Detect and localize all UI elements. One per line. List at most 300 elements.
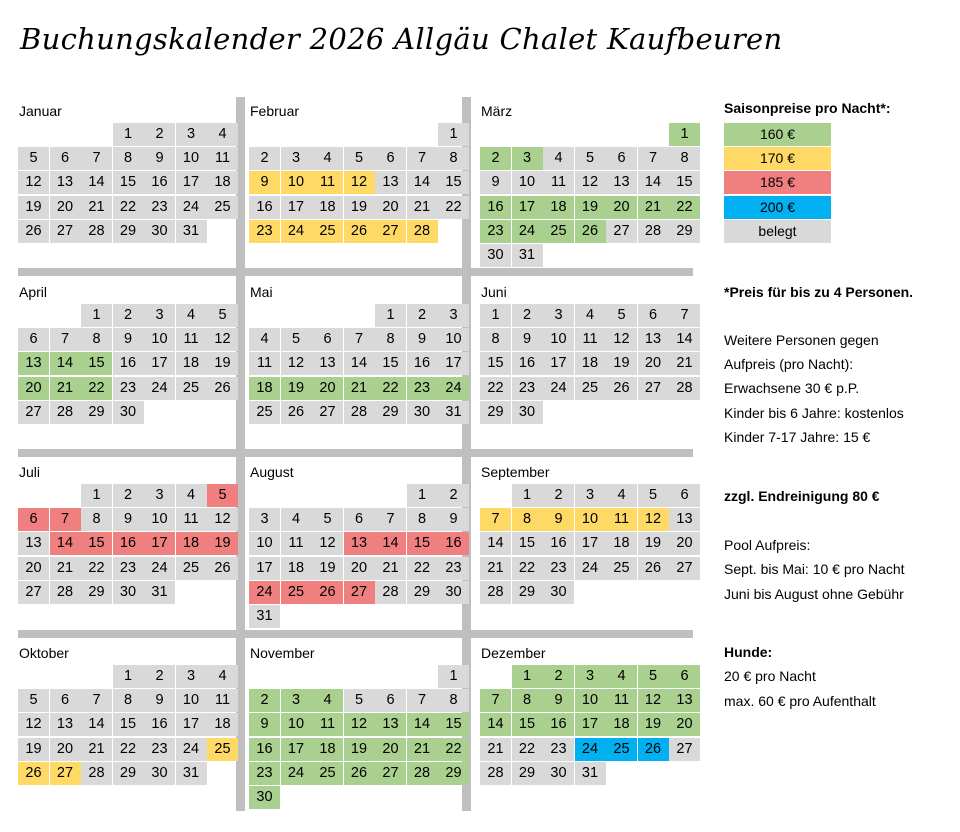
day-cell: 21 <box>50 377 81 400</box>
day-cell: 11 <box>249 352 280 375</box>
price-note: *Preis für bis zu 4 Personen. <box>724 284 914 300</box>
day-cell: 25 <box>312 762 343 785</box>
day-cell: 15 <box>438 171 469 194</box>
day-cell: 8 <box>512 508 543 531</box>
day-cell: 16 <box>249 738 280 761</box>
day-cell: 6 <box>669 484 700 507</box>
day-cell: 7 <box>480 689 511 712</box>
day-cell: 17 <box>575 532 606 555</box>
day-cell: 4 <box>176 304 207 327</box>
month-name: November <box>250 645 315 661</box>
day-cell: 9 <box>480 171 511 194</box>
day-cell: 21 <box>407 738 438 761</box>
day-cell: 16 <box>144 713 175 736</box>
dogs-line: 20 € pro Nacht <box>724 668 816 684</box>
day-cell: 12 <box>18 171 49 194</box>
day-cell: 30 <box>543 581 574 604</box>
day-cell: 16 <box>144 171 175 194</box>
day-cell: 22 <box>113 196 144 219</box>
day-cell: 26 <box>575 220 606 243</box>
day-cell: 25 <box>249 401 280 424</box>
day-cell: 15 <box>113 713 144 736</box>
day-cell: 13 <box>669 508 700 531</box>
day-cell: 8 <box>669 147 700 170</box>
day-cell: 20 <box>312 377 343 400</box>
day-cell: 25 <box>207 738 238 761</box>
day-cell: 23 <box>543 738 574 761</box>
day-cell: 7 <box>344 328 375 351</box>
day-cell: 15 <box>407 532 438 555</box>
cleaning-fee: zzgl. Endreinigung 80 € <box>724 488 880 504</box>
day-cell: 7 <box>480 508 511 531</box>
day-cell: 26 <box>606 377 637 400</box>
day-cell: 17 <box>438 352 469 375</box>
day-cell: 12 <box>638 689 669 712</box>
month-name: Juni <box>481 284 507 300</box>
day-cell: 21 <box>480 738 511 761</box>
day-cell: 24 <box>281 762 312 785</box>
day-cell: 14 <box>81 171 112 194</box>
day-cell: 31 <box>176 762 207 785</box>
day-cell: 22 <box>438 738 469 761</box>
row-separator <box>18 449 693 457</box>
day-cell: 5 <box>638 484 669 507</box>
row-separator <box>18 630 693 638</box>
day-cell: 5 <box>312 508 343 531</box>
day-cell: 17 <box>512 196 543 219</box>
day-cell: 27 <box>375 762 406 785</box>
day-cell: 31 <box>176 220 207 243</box>
legend-item-200: 200 € <box>724 196 831 219</box>
day-cell: 25 <box>176 377 207 400</box>
day-cell: 15 <box>81 352 112 375</box>
day-cell: 17 <box>176 713 207 736</box>
day-cell: 19 <box>344 196 375 219</box>
day-cell: 4 <box>312 147 343 170</box>
day-cell: 2 <box>438 484 469 507</box>
day-cell: 28 <box>50 581 81 604</box>
day-cell: 16 <box>512 352 543 375</box>
extra-persons-line: Erwachsene 30 € p.P. <box>724 380 860 396</box>
day-cell: 11 <box>312 713 343 736</box>
day-cell: 2 <box>249 147 280 170</box>
month-name: August <box>250 464 294 480</box>
day-cell: 20 <box>18 557 49 580</box>
day-cell: 1 <box>81 304 112 327</box>
day-cell: 23 <box>113 557 144 580</box>
day-cell: 19 <box>18 738 49 761</box>
day-cell: 3 <box>543 304 574 327</box>
day-cell: 11 <box>575 328 606 351</box>
day-cell: 12 <box>638 508 669 531</box>
day-cell: 3 <box>281 147 312 170</box>
day-cell: 26 <box>638 557 669 580</box>
day-cell: 14 <box>638 171 669 194</box>
day-cell: 8 <box>113 147 144 170</box>
day-cell: 30 <box>407 401 438 424</box>
day-cell: 11 <box>312 171 343 194</box>
day-cell: 30 <box>249 786 280 809</box>
day-cell: 16 <box>543 532 574 555</box>
day-cell: 16 <box>113 352 144 375</box>
day-cell: 20 <box>638 352 669 375</box>
day-cell: 14 <box>50 532 81 555</box>
day-cell: 22 <box>113 738 144 761</box>
day-cell: 11 <box>176 508 207 531</box>
day-cell: 19 <box>281 377 312 400</box>
dogs-line: max. 60 € pro Aufenthalt <box>724 693 876 709</box>
day-cell: 6 <box>50 689 81 712</box>
day-cell: 5 <box>18 689 49 712</box>
day-cell: 10 <box>144 508 175 531</box>
day-cell: 5 <box>344 689 375 712</box>
day-cell: 11 <box>606 508 637 531</box>
day-cell: 27 <box>669 738 700 761</box>
day-cell: 29 <box>480 401 511 424</box>
day-cell: 6 <box>18 508 49 531</box>
day-cell: 8 <box>81 328 112 351</box>
day-cell: 2 <box>113 304 144 327</box>
day-cell: 20 <box>18 377 49 400</box>
day-cell: 25 <box>543 220 574 243</box>
day-cell: 13 <box>375 171 406 194</box>
day-cell: 1 <box>81 484 112 507</box>
day-cell: 24 <box>249 581 280 604</box>
day-cell: 26 <box>344 220 375 243</box>
day-cell: 15 <box>81 532 112 555</box>
pool-line: Sept. bis Mai: 10 € pro Nacht <box>724 561 905 577</box>
day-cell: 8 <box>113 689 144 712</box>
day-cell: 13 <box>50 171 81 194</box>
extra-persons-line: Weitere Personen gegen <box>724 332 879 348</box>
day-cell: 27 <box>18 401 49 424</box>
day-cell: 14 <box>669 328 700 351</box>
day-cell: 18 <box>207 713 238 736</box>
day-cell: 30 <box>480 244 511 267</box>
day-cell: 3 <box>144 304 175 327</box>
day-cell: 20 <box>669 713 700 736</box>
day-cell: 22 <box>438 196 469 219</box>
day-cell: 24 <box>281 220 312 243</box>
day-cell: 26 <box>638 738 669 761</box>
extra-persons-line: Kinder 7-17 Jahre: 15 € <box>724 429 871 445</box>
day-cell: 18 <box>606 532 637 555</box>
day-cell: 21 <box>407 196 438 219</box>
month-name: September <box>481 464 550 480</box>
day-cell: 14 <box>50 352 81 375</box>
extra-persons-line: Aufpreis (pro Nacht): <box>724 356 854 372</box>
day-cell: 14 <box>407 171 438 194</box>
day-cell: 24 <box>543 377 574 400</box>
day-cell: 17 <box>144 352 175 375</box>
day-cell: 22 <box>512 738 543 761</box>
day-cell: 9 <box>144 689 175 712</box>
day-cell: 30 <box>144 220 175 243</box>
day-cell: 28 <box>344 401 375 424</box>
day-cell: 9 <box>543 508 574 531</box>
day-cell: 8 <box>375 328 406 351</box>
day-cell: 6 <box>18 328 49 351</box>
day-cell: 18 <box>176 352 207 375</box>
day-cell: 1 <box>407 484 438 507</box>
month-name: März <box>481 103 513 119</box>
day-cell: 20 <box>50 738 81 761</box>
day-cell: 15 <box>512 713 543 736</box>
day-cell: 12 <box>312 532 343 555</box>
day-cell: 6 <box>344 508 375 531</box>
day-cell: 1 <box>375 304 406 327</box>
day-cell: 11 <box>207 147 238 170</box>
day-cell: 12 <box>18 713 49 736</box>
day-cell: 1 <box>438 665 469 688</box>
day-cell: 21 <box>375 557 406 580</box>
day-cell: 13 <box>375 713 406 736</box>
day-cell: 6 <box>375 147 406 170</box>
day-cell: 13 <box>18 352 49 375</box>
day-cell: 27 <box>18 581 49 604</box>
day-cell: 1 <box>669 123 700 146</box>
day-cell: 13 <box>344 532 375 555</box>
day-cell: 7 <box>50 508 81 531</box>
day-cell: 15 <box>113 171 144 194</box>
day-cell: 29 <box>512 581 543 604</box>
day-cell: 1 <box>113 123 144 146</box>
day-cell: 6 <box>638 304 669 327</box>
day-cell: 29 <box>669 220 700 243</box>
day-cell: 10 <box>176 147 207 170</box>
day-cell: 19 <box>606 352 637 375</box>
day-cell: 5 <box>344 147 375 170</box>
day-cell: 3 <box>575 484 606 507</box>
day-cell: 30 <box>113 401 144 424</box>
day-cell: 30 <box>113 581 144 604</box>
day-cell: 29 <box>438 762 469 785</box>
day-cell: 7 <box>81 147 112 170</box>
row-separator <box>18 268 693 276</box>
day-cell: 21 <box>669 352 700 375</box>
day-cell: 7 <box>638 147 669 170</box>
day-cell: 28 <box>407 220 438 243</box>
day-cell: 4 <box>312 689 343 712</box>
day-cell: 9 <box>512 328 543 351</box>
day-cell: 21 <box>638 196 669 219</box>
day-cell: 18 <box>312 196 343 219</box>
day-cell: 10 <box>575 508 606 531</box>
day-cell: 17 <box>176 171 207 194</box>
day-cell: 2 <box>480 147 511 170</box>
day-cell: 18 <box>249 377 280 400</box>
day-cell: 18 <box>606 713 637 736</box>
day-cell: 6 <box>50 147 81 170</box>
day-cell: 23 <box>438 557 469 580</box>
day-cell: 12 <box>344 713 375 736</box>
day-cell: 9 <box>113 508 144 531</box>
day-cell: 25 <box>606 738 637 761</box>
day-cell: 7 <box>50 328 81 351</box>
day-cell: 30 <box>512 401 543 424</box>
day-cell: 8 <box>407 508 438 531</box>
day-cell: 21 <box>81 738 112 761</box>
day-cell: 17 <box>144 532 175 555</box>
day-cell: 24 <box>176 738 207 761</box>
day-cell: 23 <box>113 377 144 400</box>
day-cell: 9 <box>249 713 280 736</box>
day-cell: 27 <box>312 401 343 424</box>
day-cell: 21 <box>50 557 81 580</box>
day-cell: 30 <box>438 581 469 604</box>
day-cell: 28 <box>50 401 81 424</box>
day-cell: 7 <box>375 508 406 531</box>
day-cell: 18 <box>176 532 207 555</box>
day-cell: 22 <box>669 196 700 219</box>
day-cell: 4 <box>606 665 637 688</box>
day-cell: 6 <box>312 328 343 351</box>
day-cell: 8 <box>512 689 543 712</box>
legend-item-160: 160 € <box>724 123 831 146</box>
day-cell: 10 <box>176 689 207 712</box>
day-cell: 5 <box>281 328 312 351</box>
day-cell: 3 <box>176 123 207 146</box>
day-cell: 16 <box>249 196 280 219</box>
day-cell: 15 <box>375 352 406 375</box>
day-cell: 4 <box>249 328 280 351</box>
day-cell: 17 <box>575 713 606 736</box>
day-cell: 25 <box>606 557 637 580</box>
day-cell: 19 <box>207 532 238 555</box>
day-cell: 10 <box>249 532 280 555</box>
day-cell: 29 <box>81 401 112 424</box>
day-cell: 17 <box>543 352 574 375</box>
day-cell: 14 <box>344 352 375 375</box>
day-cell: 28 <box>375 581 406 604</box>
day-cell: 13 <box>312 352 343 375</box>
day-cell: 10 <box>281 713 312 736</box>
day-cell: 31 <box>575 762 606 785</box>
day-cell: 27 <box>375 220 406 243</box>
dogs-title: Hunde: <box>724 644 773 660</box>
day-cell: 19 <box>575 196 606 219</box>
day-cell: 6 <box>606 147 637 170</box>
day-cell: 10 <box>575 689 606 712</box>
day-cell: 21 <box>81 196 112 219</box>
day-cell: 27 <box>669 557 700 580</box>
day-cell: 9 <box>543 689 574 712</box>
day-cell: 15 <box>480 352 511 375</box>
day-cell: 23 <box>543 557 574 580</box>
day-cell: 1 <box>512 665 543 688</box>
day-cell: 4 <box>575 304 606 327</box>
day-cell: 2 <box>543 484 574 507</box>
day-cell: 16 <box>543 713 574 736</box>
day-cell: 27 <box>638 377 669 400</box>
day-cell: 14 <box>81 713 112 736</box>
day-cell: 6 <box>375 689 406 712</box>
day-cell: 26 <box>18 762 49 785</box>
day-cell: 26 <box>207 557 238 580</box>
pool-line: Juni bis August ohne Gebühr <box>724 586 904 602</box>
day-cell: 4 <box>606 484 637 507</box>
day-cell: 18 <box>312 738 343 761</box>
day-cell: 1 <box>512 484 543 507</box>
day-cell: 23 <box>144 196 175 219</box>
day-cell: 11 <box>281 532 312 555</box>
day-cell: 29 <box>512 762 543 785</box>
page-title: Buchungskalender 2026 Allgäu Chalet Kaufbeuren <box>20 22 783 56</box>
day-cell: 20 <box>344 557 375 580</box>
day-cell: 8 <box>438 689 469 712</box>
day-cell: 23 <box>480 220 511 243</box>
day-cell: 23 <box>249 220 280 243</box>
day-cell: 22 <box>375 377 406 400</box>
day-cell: 10 <box>438 328 469 351</box>
day-cell: 5 <box>575 147 606 170</box>
day-cell: 7 <box>81 689 112 712</box>
pool-line: Pool Aufpreis: <box>724 537 811 553</box>
day-cell: 3 <box>512 147 543 170</box>
day-cell: 7 <box>407 147 438 170</box>
day-cell: 24 <box>144 377 175 400</box>
day-cell: 3 <box>176 665 207 688</box>
day-cell: 29 <box>113 220 144 243</box>
day-cell: 4 <box>176 484 207 507</box>
day-cell: 2 <box>249 689 280 712</box>
day-cell: 1 <box>438 123 469 146</box>
day-cell: 28 <box>81 762 112 785</box>
day-cell: 28 <box>480 581 511 604</box>
day-cell: 13 <box>18 532 49 555</box>
day-cell: 20 <box>375 738 406 761</box>
day-cell: 24 <box>575 738 606 761</box>
day-cell: 2 <box>113 484 144 507</box>
day-cell: 20 <box>50 196 81 219</box>
day-cell: 24 <box>438 377 469 400</box>
legend-title: Saisonpreise pro Nacht*: <box>724 100 891 116</box>
day-cell: 4 <box>207 123 238 146</box>
day-cell: 19 <box>207 352 238 375</box>
day-cell: 25 <box>176 557 207 580</box>
day-cell: 20 <box>606 196 637 219</box>
day-cell: 14 <box>407 713 438 736</box>
day-cell: 2 <box>543 665 574 688</box>
day-cell: 18 <box>207 171 238 194</box>
day-cell: 22 <box>81 557 112 580</box>
day-cell: 18 <box>575 352 606 375</box>
month-name: Dezember <box>481 645 546 661</box>
day-cell: 16 <box>480 196 511 219</box>
day-cell: 12 <box>575 171 606 194</box>
month-name: Januar <box>19 103 62 119</box>
day-cell: 31 <box>144 581 175 604</box>
day-cell: 22 <box>480 377 511 400</box>
day-cell: 7 <box>407 689 438 712</box>
day-cell: 24 <box>575 557 606 580</box>
day-cell: 14 <box>375 532 406 555</box>
day-cell: 13 <box>606 171 637 194</box>
day-cell: 22 <box>81 377 112 400</box>
day-cell: 27 <box>344 581 375 604</box>
day-cell: 27 <box>50 220 81 243</box>
day-cell: 26 <box>281 401 312 424</box>
day-cell: 28 <box>480 762 511 785</box>
day-cell: 26 <box>312 581 343 604</box>
day-cell: 25 <box>281 581 312 604</box>
day-cell: 11 <box>176 328 207 351</box>
day-cell: 9 <box>249 171 280 194</box>
day-cell: 28 <box>81 220 112 243</box>
day-cell: 8 <box>480 328 511 351</box>
day-cell: 17 <box>281 738 312 761</box>
day-cell: 22 <box>407 557 438 580</box>
